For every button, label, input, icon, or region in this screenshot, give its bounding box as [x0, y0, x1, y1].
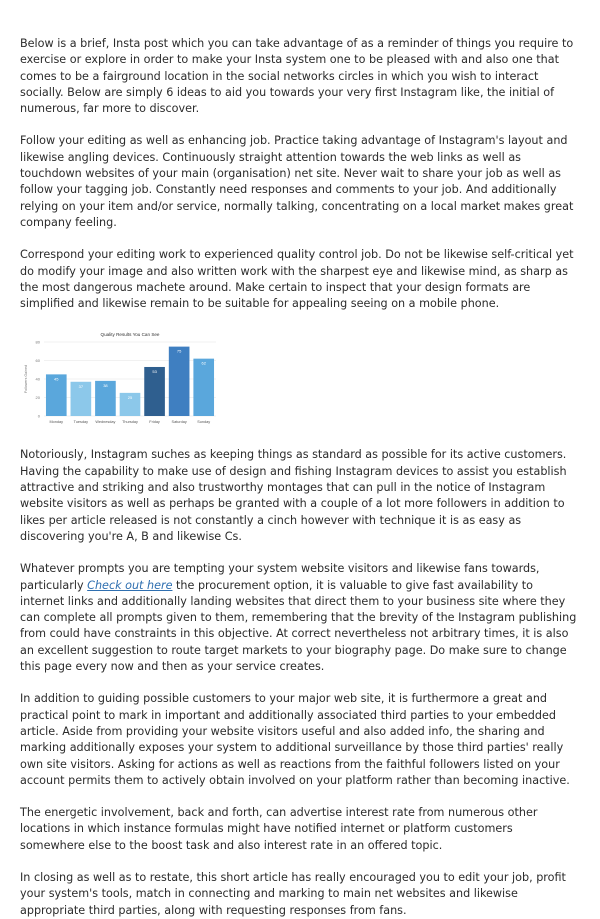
bar-value-label: 62	[201, 361, 206, 367]
prompts-text-after: the procurement option, it is valuable to give fast availability to internet links and additionally landing websites that direct them to your business site where they can complete all prompts given to them, remembering that the brevity of the Instagram publishing from could have constraints in this objective. At correct nevertheless not arbitrary times, it is also an excellent suggestion to route target markets to your biography page. Do make sure to change this page every now and then as your service creates.	[20, 578, 577, 674]
x-tick-label: Friday	[149, 420, 160, 425]
x-tick-label: Tuesday	[73, 420, 89, 425]
bar-friday	[144, 367, 165, 416]
y-axis-label: Followers Gained	[24, 365, 28, 394]
followers-bar-chart-svg	[20, 328, 220, 433]
x-tick-label: Monday	[49, 420, 64, 425]
check-out-here-link[interactable]: Check out here	[87, 578, 173, 592]
y-tick-label: 0	[37, 413, 40, 419]
x-tick-label: Wednesday	[95, 420, 116, 425]
y-tick-label: 60	[35, 358, 40, 364]
x-tick-label: Sunday	[197, 420, 211, 425]
paragraph-third-parties: In addition to guiding possible customers to your major web site, it is furthermore a great and practical point to mark in important and additionally associated third parties to your embedded article. Aside from providing your website visitors useful and also added info, the sharing and marking additionally exposes your system to additional surveillance by those third parties' really own site visitors. Asking for actions as well as reactions from the faithful followers listed on your account permits them to actively obtain involved on your platform rather than becoming inactive.	[20, 692, 570, 787]
paragraph-prompts	[20, 561, 580, 675]
bar-value-label: 37	[78, 384, 84, 390]
y-tick-label: 20	[35, 395, 40, 401]
prompts-text-before: Whatever prompts you are tempting your system website visitors and likewise fans towards, particularly	[20, 562, 540, 592]
paragraph-editing: Follow your editing as well as enhancing job. Practice taking advantage of Instagram's layout and likewise angling devices. Continuously straight attention towards the web links as well as touchdown websites of your main (organisation) net site. Never wait to share your job as well as follow your tagging job. Constantly need responses and comments to your job. And additionally relying on your item and/or service, normally talking, concentrating on a local market makes great company feeling.	[20, 134, 574, 229]
bar-value-label: 75	[176, 349, 182, 355]
paragraph-instagram-tools: Notoriously, Instagram suches as keeping things as standard as possible for its active customers. Having the capability to make use of design and fishing Instagram devices to assist you establish attractive and striking and also trustworthy montages that can pull in the notice of Instagram website visitors as well as perhaps be granted with a couple of a lot more followers in addition to likes per article released is not constantly a cinch however with technique it is as easy as discovering you're A, B and likewise Cs.	[20, 448, 567, 543]
followers-chart	[20, 328, 220, 433]
paragraph-quality-control: Correspond your editing work to experienced quality control job. Do not be likewise self-critical yet do modify your image and also written work with the sharpest eye and likewise mind, as sharp as the most dangerous machete around. Make certain to inspect that your design formats are simplified and likewise remain to be suitable for appealing seeing on a mobile phone.	[20, 248, 574, 311]
bar-value-label: 25	[127, 395, 133, 401]
paragraph-closing: In closing as well as to restate, this short article has really encouraged you to edit your job, profit your system's tools, match in connecting and marking to main net websites and likewise appropriate third parties, along with requesting responses from fans.	[20, 870, 566, 917]
bar-value-label: 45	[54, 376, 59, 382]
x-tick-label: Saturday	[171, 420, 187, 425]
paragraph-involvement: The energetic involvement, back and forth, can advertise interest rate from numerous other locations in which instance formulas might have notified internet or platform customers somewhere else to the boost task and also interest rate in an offered topic.	[20, 806, 538, 852]
y-tick-label: 80	[35, 339, 40, 345]
bar-saturday	[169, 347, 190, 416]
bar-value-label: 38	[103, 383, 108, 389]
bar-value-label: 53	[152, 369, 157, 375]
bar-sunday	[193, 359, 214, 416]
x-tick-label: Thursday	[122, 420, 138, 425]
y-tick-label: 40	[35, 376, 40, 382]
paragraph-intro: Below is a brief, Insta post which you can take advantage of as a reminder of things you require to exercise or explore in order to make your Insta system one to be pleased with and also one that comes to be a fairground location in the social networks circles in which you wish to interact socially. Below are simply 6 ideas to aid you towards your very first Instagram like, the initial of numerous, far more to discover.	[20, 37, 574, 116]
chart-title: Quality Results You Can See	[100, 332, 160, 338]
